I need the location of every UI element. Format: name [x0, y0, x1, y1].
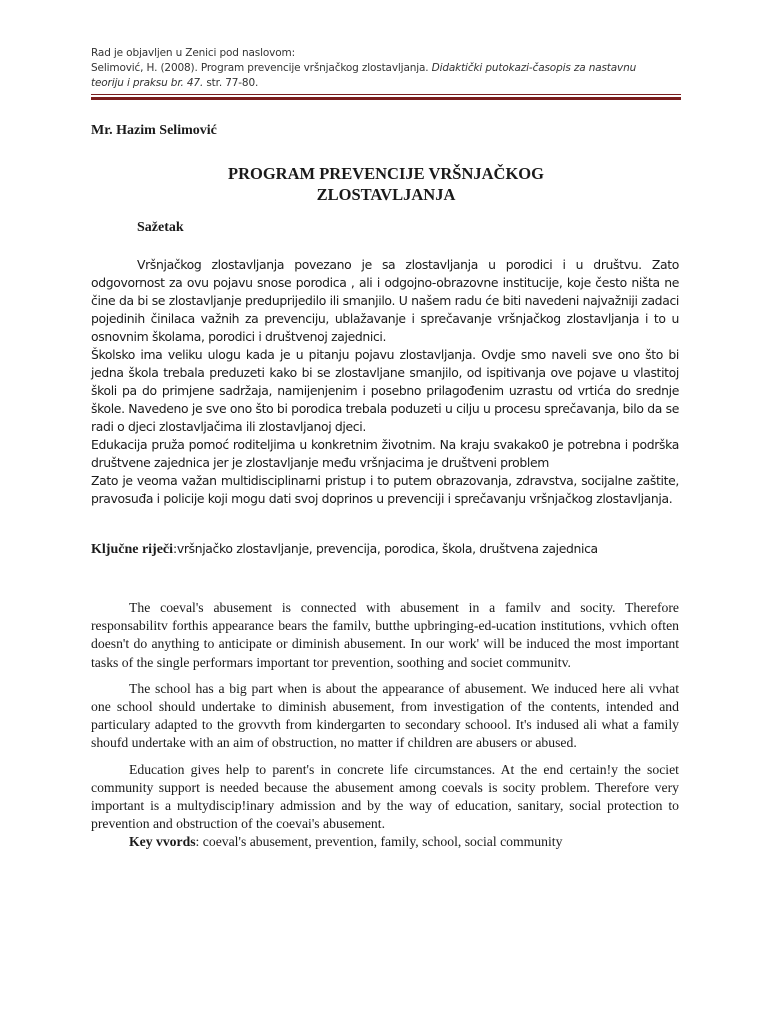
abstract-bs-paragraph: Edukacija pruža pomoć roditeljima u konkretnim životnim. Na kraju svakako0 je potrebna i podrška društvene zajednica jer je zlostavljanje među vršnjacima je društveni problem — [91, 437, 679, 470]
abstract-en-paragraph: The coeval's abusement is connected with abusement in a familv and socity. Therefore responsabilitv forthis appearance bears the familv, butthe upbringing-ed-ucation institutions, vvhich often doesn't do anything to anticipate or diminish abusement. In our work' will be induced the most important tasks of the single performars important tor prevention, soothing and societ communitv. — [91, 600, 679, 670]
journal-name: Didaktički putokazi-časopis za nastavnu — [431, 62, 637, 74]
abstract-bosnian — [91, 256, 679, 508]
title-line1: PROGRAM PREVENCIJE VRŠNJAČKOG — [228, 164, 544, 183]
abstract-bs-paragraph: Vršnjačkog zlostavljanja povezano je sa zlostavljanja u porodici i u društvu. Zato odgovornost za ovu pojavu snose porodica , ali i odgojno-obrazovne institucije, koje često ništa ne čine da bi se zlostavljanje preduprijedilo ili smanjilo. U našem radu će biti navedeni najvažniji zadaci pojedinih činilaca važnih za prevenciju, ublažavanje i sprečavanje vršnjačkog zlostavljanja i to u osnovnim školama, porodici i društvenoj zajednici. — [91, 257, 679, 344]
abstract-english — [91, 599, 679, 852]
citation-plain: Selimović, H. (2008). Program prevencije vršnjačkog zlostavljanja. — [91, 62, 432, 74]
keywords-bs-label: Ključne riječi — [91, 542, 174, 557]
publication-note-line2 — [91, 61, 691, 76]
abstract-en-paragraph: The school has a big part when is about the appearance of abusement. We induced here ali vvhat one school should undertake to diminish abusement, from investigation of the contents, intended and particulary adapted to the grovvth from kindergarten to secondary schoool. It's indused ali what a family shoufd undertake with an aim of obstruction, no matter if children are abusers or abused. — [91, 680, 679, 751]
journal-issue: teoriju i praksu br. 47. — [91, 77, 204, 89]
document-title — [91, 163, 681, 205]
publication-note-line1: Rad je objavljen u Zenici pod naslovom: — [91, 47, 295, 59]
keywords-en-label: Key vvords — [129, 834, 196, 850]
abstract-bs-paragraph: Zato je veoma važan multidisciplinarni pristup i to putem obrazovanja, zdravstva, socijalne zaštite, pravosuđa i policije koji mogu dati svoj doprinos u prevenciji i sprečavanju vršnjačkog zlostavljanja. — [91, 473, 679, 506]
author-name: Mr. Hazim Selimović — [91, 123, 217, 138]
header-divider-thin — [91, 94, 681, 95]
abstract-en-paragraph: Education gives help to parent's in concrete life circumstances. At the end certain!y the societ community support is needed because the abusement among coevals is socity problem. Therefore very important is a multydiscip!inary admission and by the way of education, sanitary, social protection to prevention and obstruction of the coevai's abusement. — [91, 761, 679, 832]
publication-note — [91, 46, 691, 91]
title-line2: ZLOSTAVLJANJA — [316, 185, 456, 204]
keywords-bosnian — [91, 541, 691, 558]
header-divider-thick — [91, 97, 681, 100]
keywords-bs-text: :vršnjačko zlostavljanje, prevencija, porodica, škola, društvena zajednica — [173, 541, 598, 556]
journal-pages: str. 77-80. — [203, 77, 259, 89]
abstract-bs-paragraph: Školsko ima veliku ulogu kada je u pitanju pojavu zlostavljanja. Ovdje smo naveli sve ono što bi jedna škola trebala preduzeti kako bi se zlostavljane smanjilo, od ispitivanja ove pojave u vlastitoj školi pa do primjene sadržaja, namijenjenim i posebno prilagođenim uzrastu od vrtića do srednje škole. Navedeno je sve ono što bi porodica trebala poduzeti u cilju u procesu sprečavanja, bilo da se radi o djeci zlostavljačima ili zlostavljanoj djeci. — [91, 347, 679, 434]
abstract-heading: Sažetak — [137, 220, 184, 235]
keywords-english — [91, 833, 679, 851]
keywords-en-text: : coeval's abusement, prevention, family, school, social community — [195, 834, 563, 850]
publication-note-line3 — [91, 76, 691, 91]
